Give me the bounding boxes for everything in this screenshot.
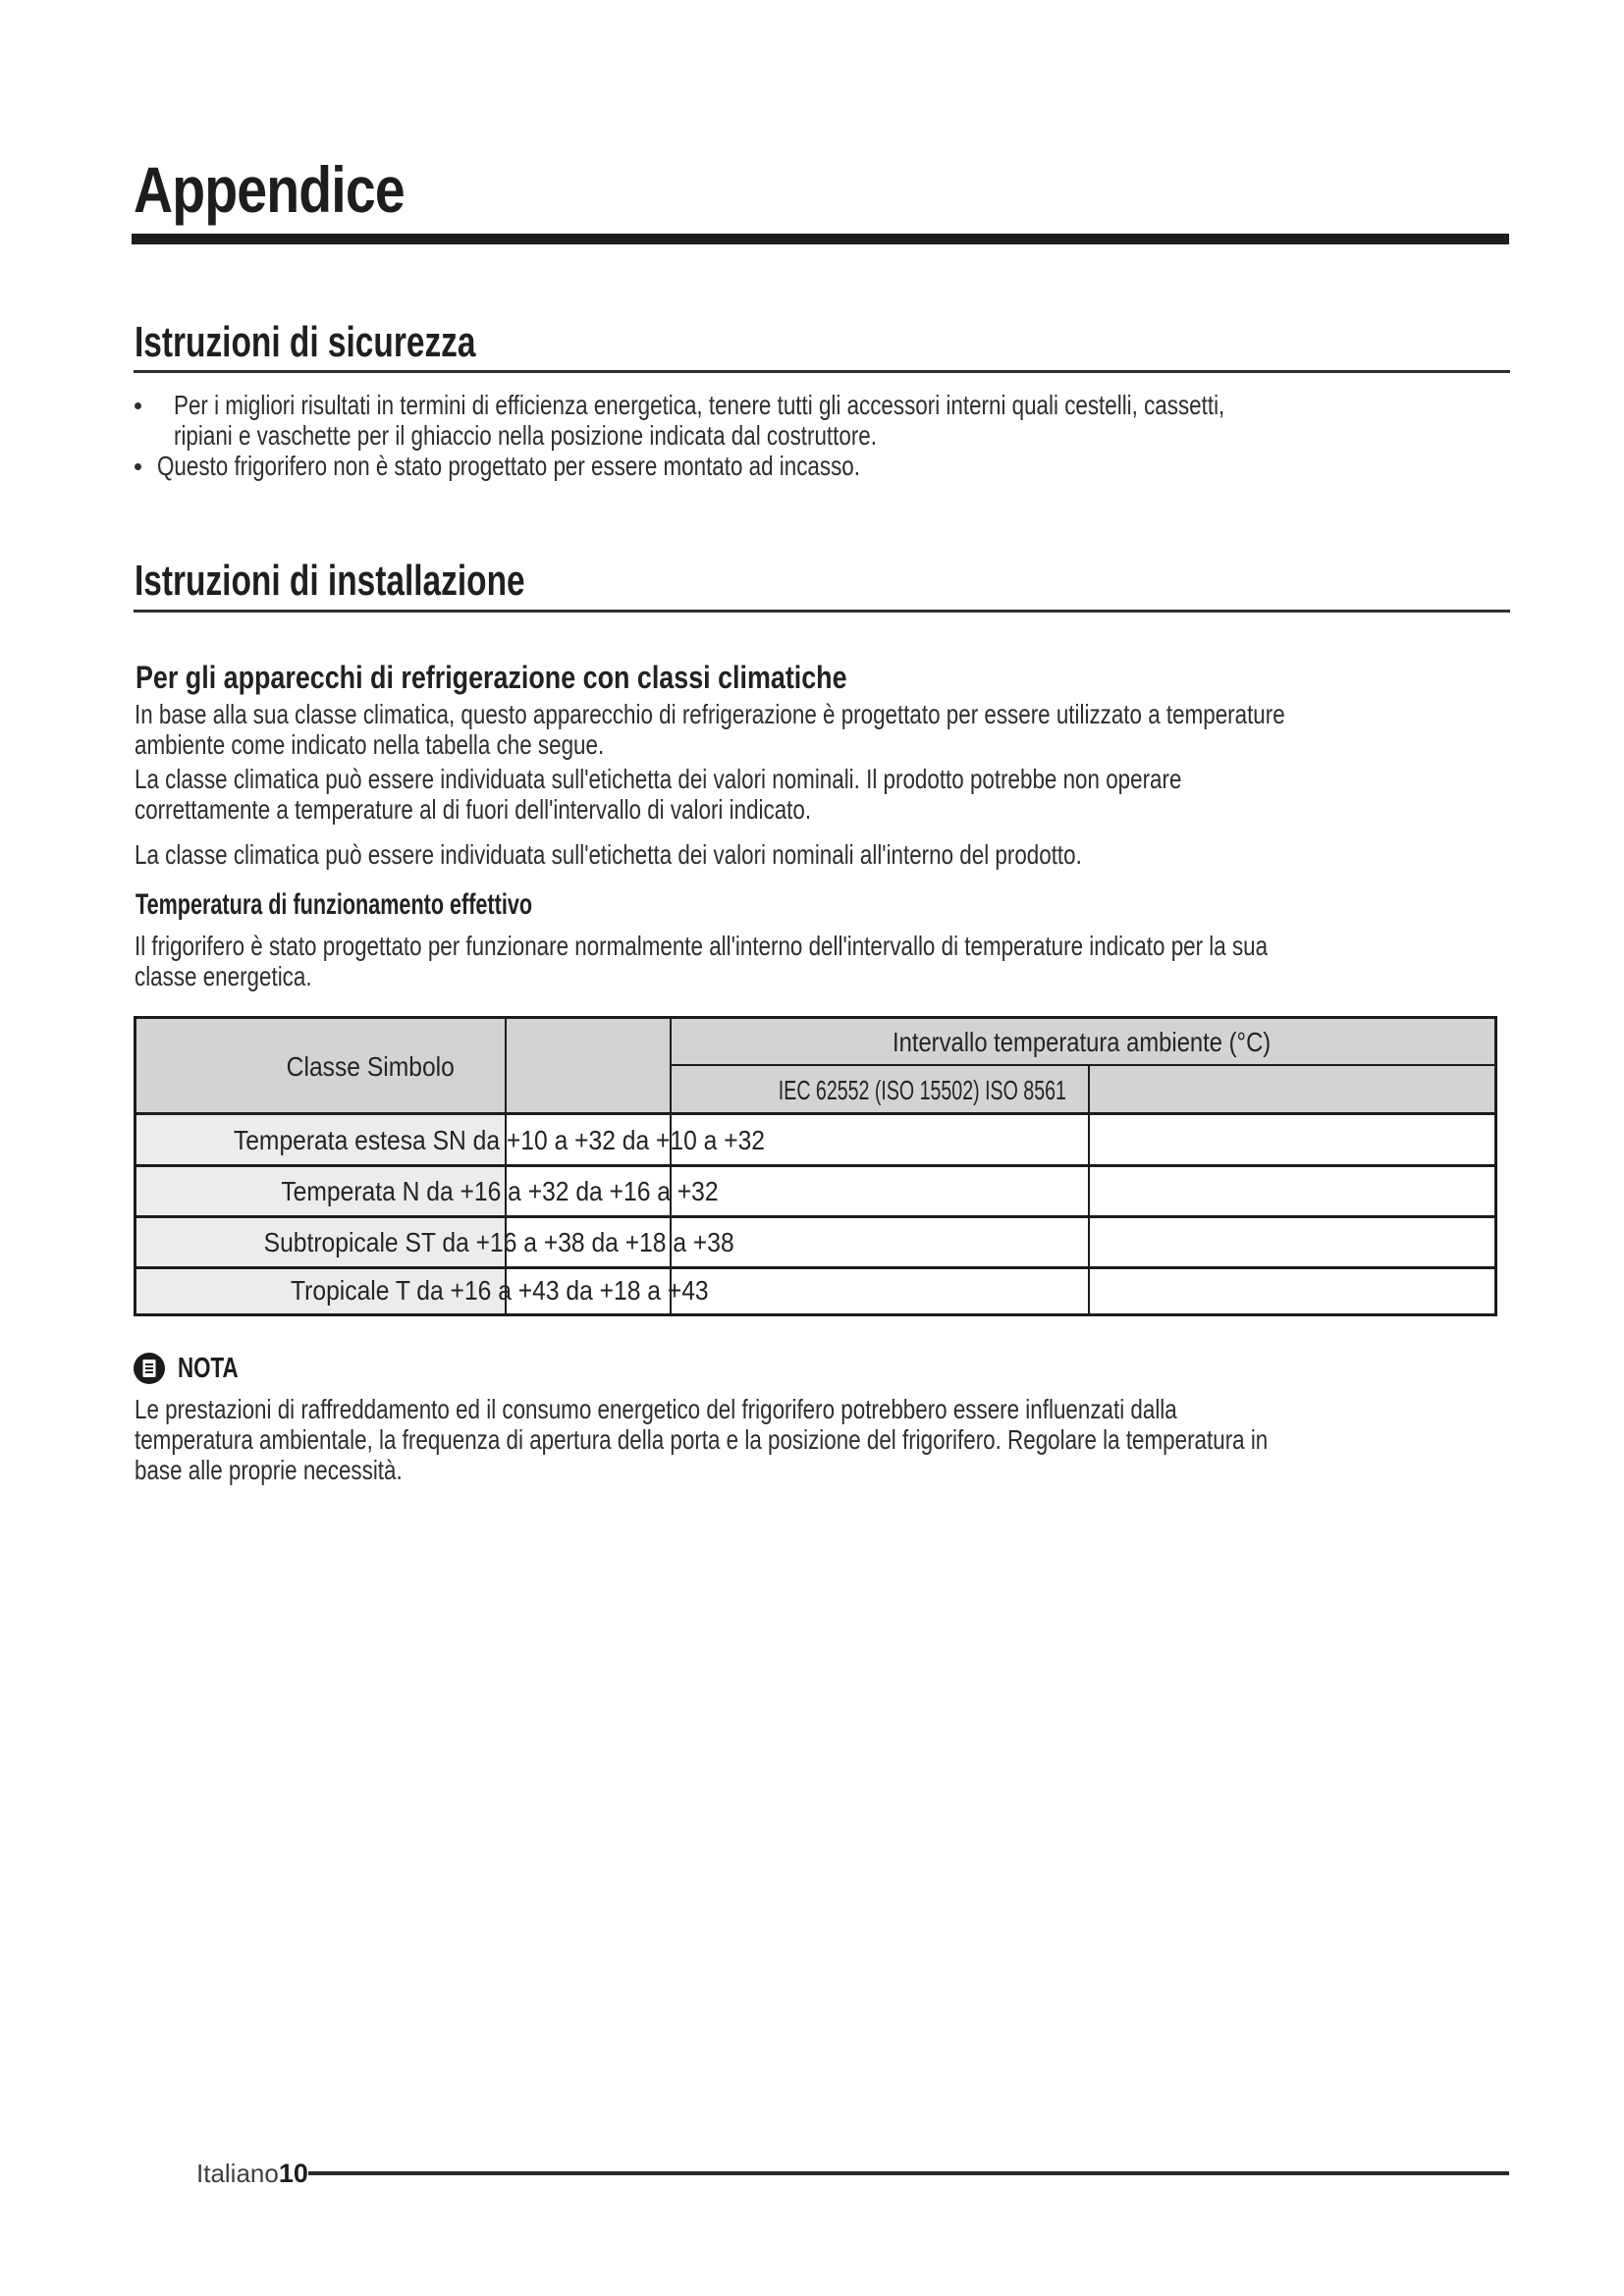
note-line: base alle proprie necessità. [135, 1455, 403, 1485]
note-icon [133, 1352, 166, 1385]
paragraph-line: ambiente come indicato nella tabella che segue. [135, 729, 605, 760]
section-heading-installazione: Istruzioni di installazione [135, 557, 525, 605]
bullet-dot-icon [135, 463, 141, 470]
table-header-classe-simbolo: Classe Simbolo [286, 1051, 455, 1082]
climate-class-table [134, 1016, 1497, 1316]
page-footer [196, 2155, 1509, 2192]
footer-rule [308, 2171, 1509, 2175]
paragraph [135, 931, 1551, 991]
paragraph-line: La classe climatica può essere individuata sull'etichetta dei valori nominali. Il prodotto potrebbe non operare [135, 764, 1182, 794]
note-label: NOTA [178, 1353, 239, 1384]
bullet-item [135, 451, 1036, 481]
table-header-iec: IEC 62552 (ISO 15502) ISO 8561 [778, 1075, 1066, 1105]
section-rule-installazione [134, 610, 1510, 613]
table-row-label: Tropicale T da +16 a +43 da +18 a +43 [290, 1275, 709, 1306]
paragraph-line: correttamente a temperature al di fuori dell'intervallo di valori indicato. [135, 794, 812, 825]
sub-subsection-heading: Temperatura di funzionamento effettivo [135, 888, 533, 921]
paragraph [135, 839, 1319, 870]
title-rule [132, 234, 1509, 244]
bullet-dot-icon [135, 402, 141, 409]
note-line: Le prestazioni di raffreddamento ed il consumo energetico del frigorifero potrebbero essere influenzati dalla [135, 1394, 1177, 1424]
note-paragraph [135, 1394, 1551, 1485]
paragraph-line: Il frigorifero è stato progettato per funzionare normalmente all'interno dell'intervallo di temperature indicato per la sua [135, 931, 1269, 961]
bullet-line: Per i migliori risultati in termini di efficienza energetica, tenere tutti gli accessori interni quali cestelli, cassetti, [174, 390, 1225, 420]
paragraph-line: La classe climatica può essere individuata sull'etichetta dei valori nominali all'interno del prodotto. [135, 839, 1082, 870]
paragraph-line: classe energetica. [135, 961, 312, 991]
subsection-heading: Per gli apparecchi di refrigerazione con classi climatiche [135, 660, 847, 695]
table-row-label: Temperata N da +16 a +32 da +16 a +32 [280, 1176, 719, 1206]
bullet-item [135, 390, 1488, 451]
bullet-line: ripiani e vaschette per il ghiaccio nella posizione indicata dal costruttore. [174, 420, 877, 451]
table-row-label: Subtropicale ST da +16 a +38 da +18 a +38 [263, 1227, 735, 1257]
bullet-line: Questo frigorifero non è stato progettato per essere montato ad incasso. [157, 451, 860, 481]
page-title: Appendice [134, 153, 405, 226]
footer-language: Italiano [196, 2158, 279, 2188]
note-line: temperatura ambientale, la frequenza di apertura della porta e la posizione del frigorifero. Regolare la temperatura in [135, 1424, 1269, 1455]
paragraph-line: In base alla sua classe climatica, questo apparecchio di refrigerazione è progettato per essere utilizzato a temperature [135, 699, 1285, 729]
paragraph [135, 764, 1443, 825]
table-header-intervallo: Intervallo temperatura ambiente (°C) [893, 1027, 1272, 1057]
table-row-label: Temperata estesa SN da +10 a +32 da +10 a +32 [233, 1125, 766, 1155]
section-heading-sicurezza: Istruzioni di sicurezza [135, 318, 476, 366]
paragraph [135, 699, 1573, 760]
section-rule-sicurezza [134, 370, 1510, 373]
footer-page-number: 10 [278, 2158, 308, 2188]
